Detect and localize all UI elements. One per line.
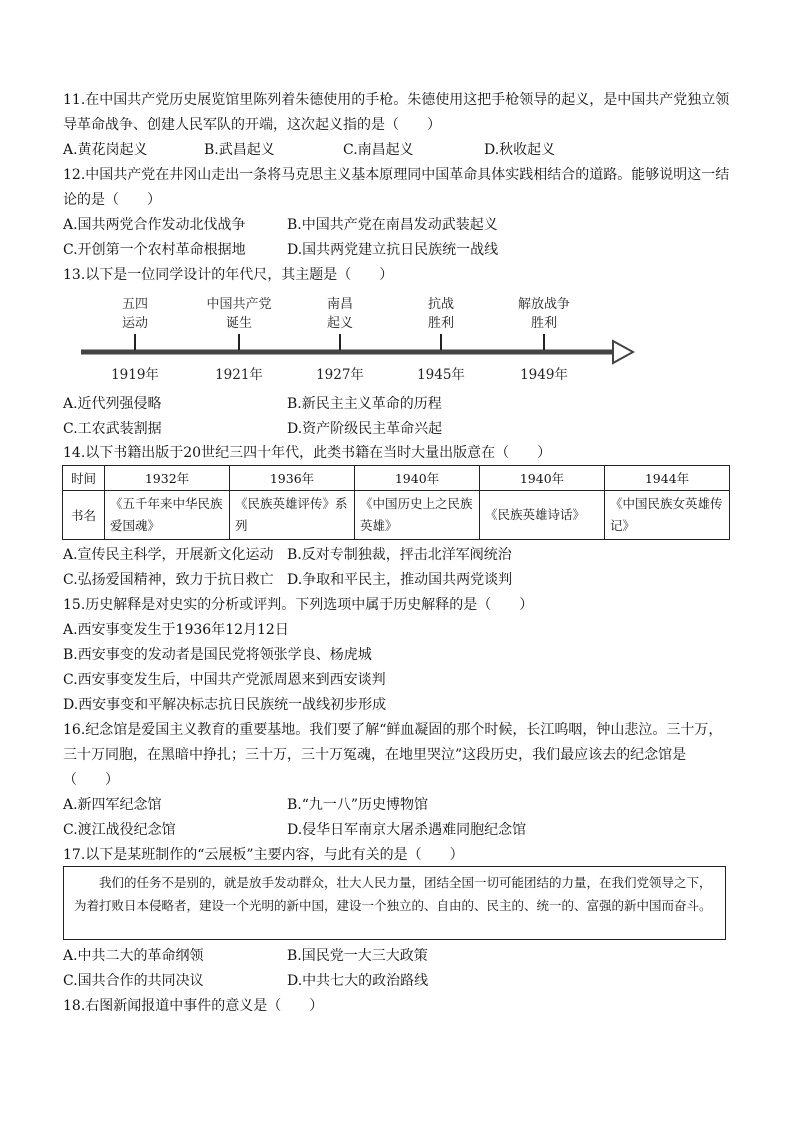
q15-option-d[interactable]: D.西安事变和平解决标志抗日民族统一战线初步形成 — [63, 697, 387, 713]
book-cell: 《中国历史上之民族英雄》 — [355, 491, 480, 540]
q11-option-c[interactable]: C.南昌起义 — [343, 142, 414, 158]
q12-stem-line1: 12.中国共产党在井冈山走出一条将马克思主义基本原理同中国革命具体实践相结合的道路。能够说明这一结 — [63, 167, 730, 183]
timeline-event-label: 抗战 — [427, 297, 455, 312]
q14-option-c[interactable]: C.弘扬爱国精神，致力于抗日救亡 — [63, 572, 274, 588]
q16-option-d[interactable]: D.侵华日军南京大屠杀遇难同胞纪念馆 — [287, 822, 527, 838]
q17-stem: 17.以下是某班制作的“云展板”主要内容，与此有关的是（ ） — [63, 847, 464, 863]
q14-option-d[interactable]: D.争取和平民主，推动国共两党谈判 — [287, 572, 513, 588]
q13-stem: 13.以下是一位同学设计的年代尺，其主题是（ ） — [63, 267, 394, 283]
book-cell: 《民族英雄诗话》 — [480, 491, 605, 540]
cloud-display-board-quote: 我们的任务不是别的，就是放手发动群众，壮大人民力量，团结全国一切可能团结的力量，在我们党领导之下，为着打败日本侵略者，建设一个光明的新中国，建设一个独立的、自由的、民主的、统一的、富强的新中国而奋斗。 — [63, 866, 726, 940]
q12-option-c[interactable]: C.开创第一个农村革命根据地 — [63, 242, 246, 258]
q13-option-c[interactable]: C.工农武装割据 — [63, 421, 162, 437]
book-cell: 《中国民族女英雄传记》 — [605, 491, 730, 540]
q14-option-b[interactable]: B.反对专制独裁，抨击北洋军阀统治 — [287, 547, 512, 563]
table-row — [63, 466, 730, 491]
q15-option-b[interactable]: B.西安事变的发动者是国民党将领张学良、杨虎城 — [63, 647, 372, 663]
q16-stem-line2: 三十万同胞，在黑暗中挣扎；三十万，三十万冤魂，在地里哭泣”这段历史，我们最应该去的纪念馆是 — [63, 747, 687, 763]
q11-option-d[interactable]: D.秋收起义 — [484, 142, 556, 158]
timeline-event-label: 解放战争 — [517, 297, 571, 312]
q17-option-d[interactable]: D.中共七大的政治路线 — [287, 973, 429, 989]
timeline-year-label: 1945年 — [417, 367, 465, 383]
q16-option-a[interactable]: A.新四军纪念馆 — [63, 797, 162, 813]
timeline-year-label: 1919年 — [111, 367, 159, 383]
q18-stem: 18.右图新闻报道中事件的意义是（ ） — [63, 998, 324, 1014]
year-cell: 1940年 — [355, 466, 480, 491]
year-cell: 1932年 — [105, 466, 230, 491]
books-table — [62, 465, 730, 540]
timeline-year-label: 1927年 — [316, 367, 364, 383]
q14-stem: 14.以下书籍出版于20世纪三四十年代，此类书籍在当时大量出版意在（ ） — [63, 445, 552, 461]
year-cell: 1944年 — [605, 466, 730, 491]
timeline-event-label: 运动 — [121, 316, 149, 331]
q11-stem-line1: 11.在中国共产党历史展览馆里陈列着朱德使用的手枪。朱德使用这把手枪领导的起义，是中国共产党独立领 — [63, 92, 730, 108]
timeline-event-label: 中国共产党 — [206, 297, 272, 312]
timeline-event-label: 胜利 — [427, 316, 455, 331]
q17-option-c[interactable]: C.国共合作的共同决议 — [63, 973, 204, 989]
timeline-event-label: 起义 — [326, 316, 354, 331]
q11-stem-line2: 导革命战争、创建人民军队的开端，这次起义指的是（ ） — [63, 117, 441, 133]
q11-option-b[interactable]: B.武昌起义 — [204, 142, 275, 158]
q15-stem: 15.历史解释是对史实的分析或评判。下列选项中属于历史解释的是（ ） — [63, 597, 534, 613]
timeline-events — [111, 296, 570, 383]
book-cell: 《民族英雄评传》系列 — [230, 491, 355, 540]
timeline-year-label: 1921年 — [215, 367, 263, 383]
timeline-event-label: 诞生 — [225, 316, 253, 331]
q13-option-d[interactable]: D.资产阶级民主革命兴起 — [287, 421, 443, 437]
year-cell: 1940年 — [480, 466, 605, 491]
timeline-event-label: 五四 — [121, 297, 149, 312]
q16-option-b[interactable]: B.“九一八”历史博物馆 — [287, 797, 429, 813]
q17-option-a[interactable]: A.中共二大的革命纲领 — [63, 948, 204, 964]
row-label-time: 时间 — [63, 466, 105, 491]
timeline-year-label: 1949年 — [520, 367, 568, 383]
q16-option-c[interactable]: C.渡江战役纪念馆 — [63, 822, 176, 838]
q12-option-a[interactable]: A.国共两党合作发动北伐战争 — [63, 217, 246, 233]
table-row — [63, 491, 730, 540]
q11-option-a[interactable]: A.黄花岗起义 — [63, 142, 148, 158]
q12-option-b[interactable]: B.中国共产党在南昌发动武装起义 — [287, 217, 498, 233]
book-cell: 《五千年来中华民族爱国魂》 — [105, 491, 230, 540]
q14-option-a[interactable]: A.宣传民主科学，开展新文化运动 — [63, 547, 274, 563]
q17-option-b[interactable]: B.国民党一大三大政策 — [287, 948, 428, 964]
timeline-ruler — [63, 292, 663, 392]
q13-option-a[interactable]: A.近代列强侵略 — [63, 396, 162, 412]
q15-option-a[interactable]: A.西安事变发生于1936年12月12日 — [63, 622, 289, 638]
timeline-event-label: 南昌 — [326, 297, 354, 312]
q13-option-b[interactable]: B.新民主主义革命的历程 — [287, 396, 442, 412]
q16-stem-line3: （ ） — [63, 772, 119, 788]
q15-option-c[interactable]: C.西安事变发生后，中国共产党派周恩来到西安谈判 — [63, 672, 386, 688]
timeline-arrow-icon — [613, 341, 633, 363]
timeline-event-label: 胜利 — [530, 316, 558, 331]
q12-stem-line2: 论的是（ ） — [63, 192, 161, 208]
row-label-title: 书名 — [63, 491, 105, 540]
q16-stem-line1: 16.纪念馆是爱国主义教育的重要基地。我们要了解“鲜血凝固的那个时候，长江呜咽，钟山悲泣。三十万， — [63, 722, 723, 738]
q12-option-d[interactable]: D.国共两党建立抗日民族统一战线 — [287, 242, 499, 258]
year-cell: 1936年 — [230, 466, 355, 491]
